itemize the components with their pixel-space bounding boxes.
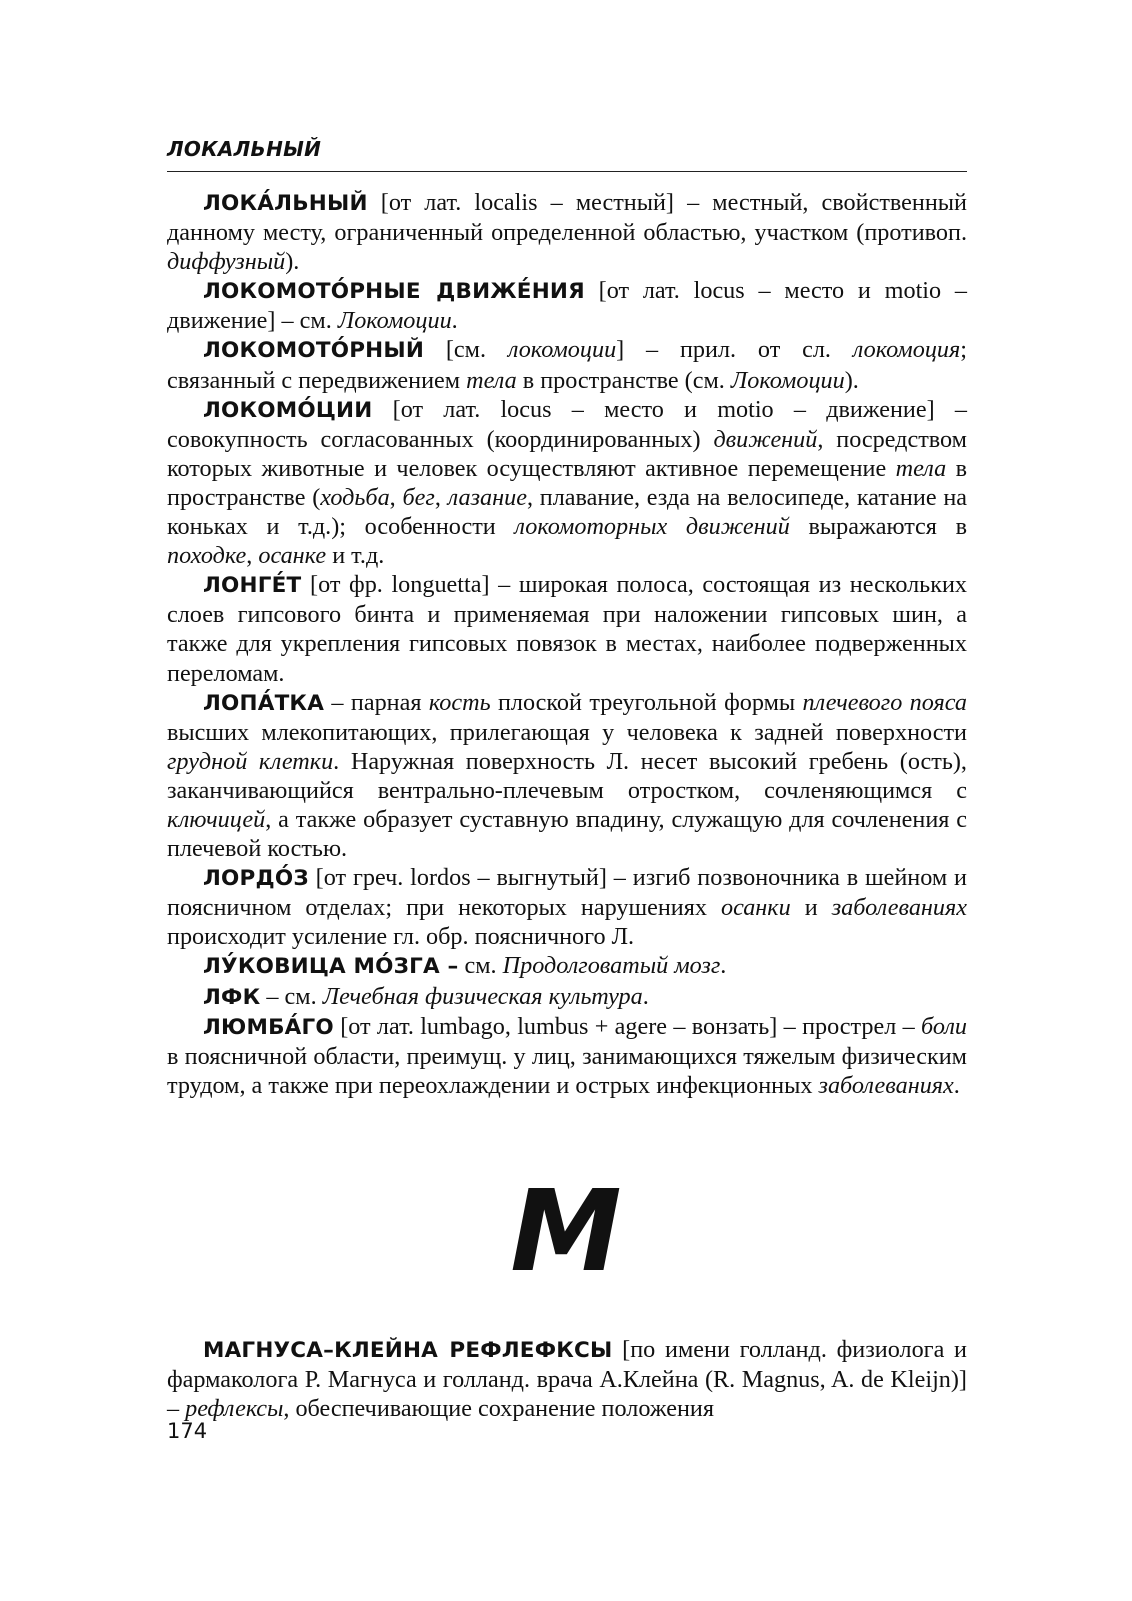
entry-cross-reference: Локомоции	[337, 307, 452, 335]
entry-term: ЛОКОМО́ЦИИ	[203, 397, 373, 423]
entry-text: , плавание, езда на велосипеде, катание на коньках и т.д.); особенности	[167, 483, 968, 541]
entry-term: ЛОНГЕ́Т	[203, 573, 302, 599]
entry-text: ; связанный с передвижением	[167, 336, 967, 394]
dictionary-entry	[167, 276, 967, 335]
dictionary-entry	[167, 863, 967, 951]
entries-section-m	[167, 1335, 967, 1423]
entry-text: [от фр. longuetta] – широкая полоса, состоящая из нескольких слоев гипсового бинта и применяемая при наложении гипсовых шин, а также для укрепления гипсовых повязок в местах, наиболее подверженных переломам.	[167, 571, 967, 687]
entry-text: .	[720, 952, 727, 980]
dictionary-entry	[167, 982, 967, 1012]
entry-text: , а также образует суставную впадину, служащую для сочленения с плечевой костью.	[167, 805, 967, 863]
entry-text: [от лат. lumbago, lumbus + agere – вонзать] – прострел –	[333, 1012, 922, 1040]
entries-section-l	[167, 188, 967, 1100]
entry-text: – см.	[260, 982, 323, 1010]
entry-text: .	[451, 307, 458, 335]
entry-text: ).	[285, 248, 300, 276]
entry-text: и т.д.	[326, 542, 385, 570]
entry-cross-reference: бег	[402, 483, 435, 511]
entry-text: ,	[434, 483, 448, 511]
entry-text: [от лат. localis – местный] – местный, свойственный данному месту, ограниченный определенной областью, участком (противоп.	[167, 189, 967, 247]
entry-cross-reference: тела	[466, 366, 517, 394]
entry-text: ).	[844, 366, 859, 394]
entry-cross-reference: тела	[895, 454, 947, 482]
entry-term: ЛОКА́ЛЬНЫЙ	[203, 191, 368, 216]
entry-term: ЛОКОМОТО́РНЫЙ	[203, 338, 425, 364]
entry-cross-reference: локомоции	[507, 336, 617, 364]
dictionary-entry	[167, 335, 967, 394]
entry-text: [от лат. locus – место и motio – движение] – совокупность согласованных (координированных)	[167, 395, 967, 453]
entry-text: , посредством которых животные и человек осуществляют активное перемещение	[167, 425, 967, 482]
entry-text: [от лат. locus – место и motio – движение] – см.	[167, 277, 968, 335]
entry-text: .	[953, 1071, 960, 1099]
entry-text: см.	[458, 952, 503, 980]
entry-cross-reference: Лечебная физическая культура	[322, 982, 643, 1010]
dictionary-entry	[167, 570, 967, 687]
entry-cross-reference: грудной клетки	[167, 747, 334, 775]
entry-text: .	[642, 982, 649, 1010]
entry-cross-reference: Продолговатый мозг	[502, 952, 721, 980]
entry-cross-reference: осанке	[258, 542, 327, 570]
running-head: ЛОКАЛЬНЫЙ	[167, 137, 322, 161]
entry-cross-reference: заболеваниях	[818, 1071, 954, 1099]
entry-term: ЛФК	[203, 984, 261, 1010]
entry-text: в пространстве (см.	[516, 366, 731, 394]
entry-term: ЛОПА́ТКА	[203, 690, 325, 716]
entry-text: – парная	[324, 688, 429, 716]
entry-term: МАГНУСА–КЛЕЙНА РЕФЛЕФКСЫ	[203, 1338, 613, 1363]
entry-cross-reference: лазание	[447, 483, 527, 511]
dictionary-entry	[167, 395, 967, 571]
entry-cross-reference: Локомоции	[730, 366, 845, 394]
entry-text: [по имени голланд. физиолога и фармаколога Р. Магнуса и голланд. врача А.Клейна (R. Magnus, A. de Kleijn)] –	[167, 1336, 967, 1423]
dictionary-entry	[167, 951, 967, 981]
dictionary-entry	[167, 1335, 967, 1423]
entry-cross-reference: рефлексы	[185, 1395, 284, 1423]
entry-cross-reference: диффузный	[167, 248, 286, 276]
entry-cross-reference: боли	[921, 1012, 967, 1040]
entry-cross-reference: движений	[713, 425, 818, 453]
entry-cross-reference: локомоция	[852, 336, 961, 364]
entry-cross-reference: походке	[167, 542, 247, 570]
entry-term: ЛОКОМОТО́РНЫЕ ДВИЖЕ́НИЯ	[203, 279, 585, 305]
entry-text: [от греч. lordos – выгнутый] – изгиб позвоночника в шейном и поясничном отделах; при некоторых нарушениях	[167, 864, 967, 922]
entry-cross-reference: локомоторных движений	[514, 513, 790, 541]
entry-text: . Наружная поверхность Л. несет высокий гребень (ость), заканчивающийся вентрально-плечевым отростком, сочленяющимся с	[167, 747, 967, 804]
header-rule	[167, 171, 967, 172]
entry-text: ,	[246, 542, 259, 570]
entry-cross-reference: ходьба	[320, 483, 390, 511]
entry-text: ] – прил. от сл.	[616, 336, 853, 364]
page-number: 174	[167, 1419, 208, 1443]
entry-term: ЛЮМБА́ГО	[203, 1014, 334, 1040]
dictionary-entry	[167, 1012, 967, 1100]
entry-text: в поясничной области, преимущ. у лиц, занимающихся тяжелым физическим трудом, а также при переохлаждении и острых инфекционных	[167, 1042, 967, 1099]
entry-text: плоской треугольной формы	[490, 688, 803, 716]
entry-cross-reference: осанки	[721, 894, 791, 922]
entry-text: происходит усиление гл. обр. поясничного Л.	[167, 923, 635, 951]
entry-term: ЛОРДО́З	[203, 866, 309, 892]
entry-text: ,	[389, 483, 403, 511]
entry-text: [см.	[424, 336, 508, 364]
entry-text: высших млекопитающих, прилегающая у человека к задней поверхности	[167, 718, 967, 746]
entry-text: , обеспечивающие сохранение положения	[283, 1395, 714, 1423]
section-letter: М	[510, 1167, 622, 1297]
dictionary-entry	[167, 188, 967, 276]
entry-cross-reference: плечевого пояса	[802, 688, 967, 716]
entry-cross-reference: кость	[428, 688, 491, 716]
entry-term: ЛУ́КОВИЦА МО́ЗГА –	[203, 954, 459, 980]
entry-text: выражаются в	[789, 513, 967, 541]
entry-cross-reference: заболеваниях	[831, 894, 967, 922]
dictionary-entry	[167, 688, 967, 864]
entry-text: в пространстве (	[167, 454, 968, 511]
entry-text: и	[790, 894, 832, 922]
entry-cross-reference: ключицей	[167, 805, 266, 833]
